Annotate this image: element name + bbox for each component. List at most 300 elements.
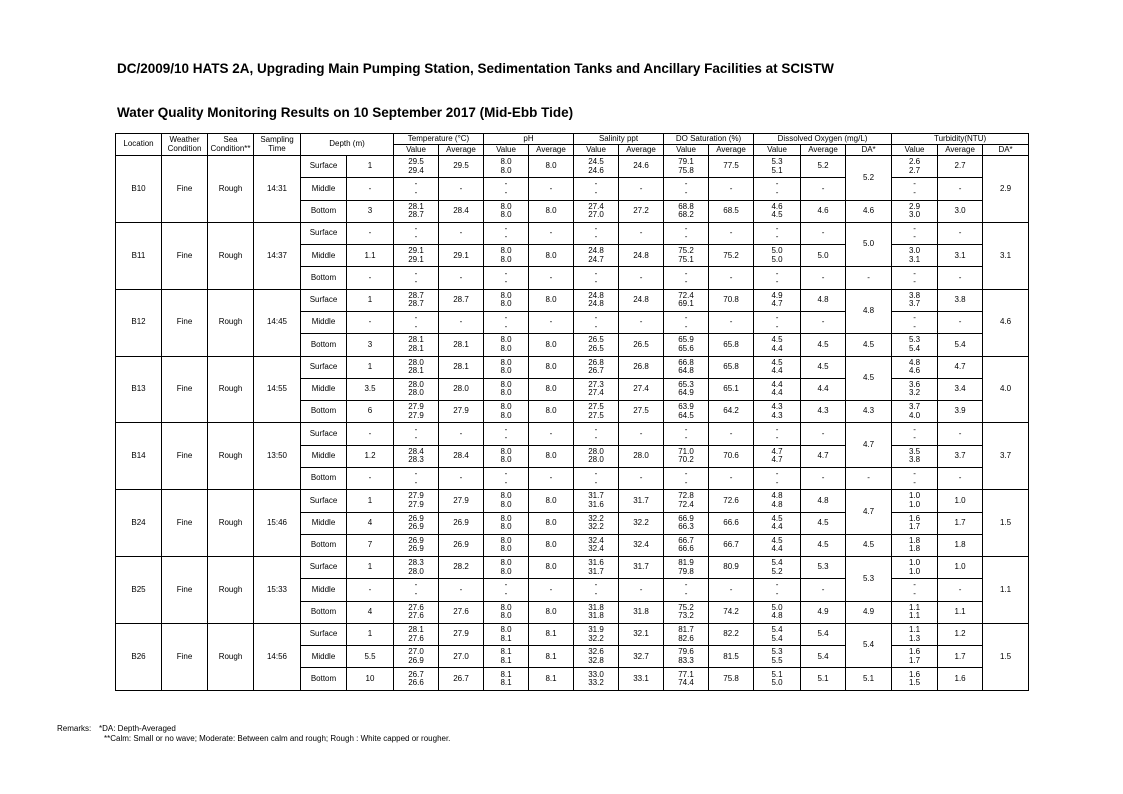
ph-value-cell <box>484 334 529 356</box>
turbidity-value-cell-reading-1: 5.3 <box>909 335 921 345</box>
depth-level-cell: Middle <box>301 178 347 200</box>
do-depth-averaged-bottom-cell: 5.1 <box>846 668 892 691</box>
do-value-cell-reading-2: 4.8 <box>771 611 783 621</box>
do-depth-averaged-bottom-cell: - <box>846 267 892 289</box>
do-value-cell-reading-1: 5.4 <box>771 625 783 635</box>
do-saturation-value-cell <box>664 467 709 489</box>
do-saturation-value-cell <box>664 534 709 556</box>
do-saturation-average-cell: 77.5 <box>709 156 754 178</box>
salinity-value-cell-reading-1: - <box>594 580 598 590</box>
depth-value-cell: 3 <box>347 334 394 356</box>
salinity-average-cell: 33.1 <box>619 668 664 691</box>
temperature-value-cell-reading-2: 28.1 <box>408 366 424 376</box>
ph-value-cell-reading-1: 8.1 <box>500 669 512 679</box>
ph-average-cell: 8.0 <box>529 534 574 556</box>
do-saturation-value-cell <box>664 579 709 601</box>
temperature-value-cell-reading-2: - <box>414 232 418 242</box>
temperature-value-cell <box>394 445 439 467</box>
temperature-value-cell-reading-2: 29.4 <box>408 165 424 175</box>
do-value-cell-reading-1: - <box>775 580 779 590</box>
depth-level-cell: Middle <box>301 445 347 467</box>
turbidity-value-cell-reading-2: 1.3 <box>909 633 921 643</box>
ph-value-cell-reading-1: 8.0 <box>500 201 512 211</box>
salinity-value-cell-reading-1: 32.4 <box>588 535 604 545</box>
do-saturation-average-cell: 81.5 <box>709 646 754 668</box>
do-value-cell-reading-2: - <box>775 477 779 487</box>
do-saturation-value-cell-reading-2: 65.6 <box>678 343 694 353</box>
do-saturation-average-cell: 74.2 <box>709 601 754 623</box>
turbidity-depth-averaged-cell: 1.5 <box>983 490 1029 557</box>
turbidity-average-cell: 3.1 <box>938 245 983 267</box>
salinity-value-cell-reading-1: 27.4 <box>588 201 604 211</box>
subheader-value: Value <box>754 145 801 156</box>
document-title: DC/2009/10 HATS 2A, Upgrading Main Pumping Station, Sedimentation Tanks and Ancillary Facilities at SCISTW <box>117 61 834 76</box>
do-value-cell-reading-1: - <box>775 313 779 323</box>
salinity-value-cell <box>574 623 619 645</box>
do-saturation-value-cell <box>664 423 709 445</box>
turbidity-value-cell-reading-1: 1.0 <box>909 558 921 568</box>
do-value-cell <box>754 623 801 645</box>
do-average-cell: - <box>801 311 846 333</box>
temperature-value-cell <box>394 289 439 311</box>
turbidity-depth-averaged-cell: 3.1 <box>983 222 1029 289</box>
water-quality-table <box>115 133 1074 691</box>
temperature-value-cell <box>394 579 439 601</box>
do-average-cell: 5.3 <box>801 557 846 579</box>
turbidity-average-cell: 1.0 <box>938 490 983 512</box>
do-saturation-value-cell-reading-1: 81.7 <box>678 625 694 635</box>
do-depth-averaged-bottom-cell: 4.5 <box>846 334 892 356</box>
turbidity-depth-averaged-cell: 1.1 <box>983 557 1029 624</box>
weather-cell: Fine <box>162 423 208 490</box>
turbidity-value-cell-reading-2: 1.7 <box>909 655 921 665</box>
salinity-value-cell <box>574 222 619 244</box>
do-saturation-value-cell-reading-1: - <box>684 424 688 434</box>
table-row <box>116 490 1074 512</box>
temperature-value-cell-reading-1: 28.0 <box>408 357 424 367</box>
ph-value-cell <box>484 646 529 668</box>
turbidity-value-cell <box>892 623 938 645</box>
do-saturation-value-cell <box>664 445 709 467</box>
do-value-cell-reading-1: 4.4 <box>771 379 783 389</box>
depth-level-cell: Surface <box>301 356 347 378</box>
do-saturation-average-cell: 70.8 <box>709 289 754 311</box>
ph-value-cell-reading-1: 8.0 <box>500 379 512 389</box>
ph-average-cell: 8.0 <box>529 401 574 423</box>
temperature-value-cell-reading-1: 28.1 <box>408 335 424 345</box>
sampling-time-cell: 14:37 <box>254 222 301 289</box>
temperature-value-cell-reading-2: 26.9 <box>408 655 424 665</box>
do-value-cell-reading-2: 4.4 <box>771 544 783 554</box>
ph-value-cell <box>484 378 529 400</box>
header-do-saturation: DO Saturation (%) <box>664 134 754 145</box>
do-saturation-value-cell-reading-2: 72.4 <box>678 499 694 509</box>
temperature-average-cell: 28.2 <box>439 557 484 579</box>
do-value-cell-reading-1: 4.3 <box>771 402 783 412</box>
turbidity-value-cell-reading-1: 1.6 <box>909 669 921 679</box>
temperature-average-cell: 27.6 <box>439 601 484 623</box>
ph-value-cell <box>484 557 529 579</box>
salinity-value-cell-reading-2: - <box>594 187 598 197</box>
ph-value-cell-reading-1: 8.0 <box>500 513 512 523</box>
do-saturation-average-cell: 65.8 <box>709 356 754 378</box>
subheader-da: DA* <box>983 145 1029 156</box>
salinity-value-cell <box>574 579 619 601</box>
turbidity-depth-averaged-cell: 4.0 <box>983 356 1029 423</box>
turbidity-value-cell-reading-1: 3.5 <box>909 446 921 456</box>
ph-value-cell-reading-1: - <box>504 580 508 590</box>
turbidity-value-cell <box>892 334 938 356</box>
sea-condition-cell: Rough <box>208 289 254 356</box>
depth-level-cell: Bottom <box>301 200 347 222</box>
salinity-value-cell <box>574 512 619 534</box>
ph-average-cell: - <box>529 222 574 244</box>
do-saturation-value-cell <box>664 668 709 691</box>
depth-level-cell: Middle <box>301 378 347 400</box>
turbidity-value-cell <box>892 178 938 200</box>
salinity-value-cell <box>574 557 619 579</box>
ph-value-cell-reading-2: 8.0 <box>500 410 512 420</box>
do-saturation-value-cell-reading-2: 64.9 <box>678 388 694 398</box>
ph-average-cell: 8.0 <box>529 356 574 378</box>
depth-level-cell: Surface <box>301 623 347 645</box>
do-depth-averaged-cell: 4.8 <box>846 289 892 334</box>
turbidity-value-cell-reading-2: 3.2 <box>909 388 921 398</box>
ph-value-cell-reading-2: 8.0 <box>500 254 512 264</box>
do-value-cell-reading-2: 4.7 <box>771 299 783 309</box>
ph-value-cell-reading-1: - <box>504 223 508 233</box>
temperature-value-cell <box>394 646 439 668</box>
do-saturation-value-cell <box>664 557 709 579</box>
do-average-cell: 4.5 <box>801 334 846 356</box>
turbidity-value-cell-reading-2: - <box>913 187 916 197</box>
sampling-time-cell: 14:55 <box>254 356 301 423</box>
turbidity-average-cell: 3.8 <box>938 289 983 311</box>
ph-value-cell <box>484 267 529 289</box>
depth-level-cell: Surface <box>301 423 347 445</box>
do-saturation-value-cell-reading-1: 81.9 <box>678 558 694 568</box>
turbidity-average-cell: - <box>938 423 983 445</box>
temperature-value-cell-reading-1: 29.1 <box>408 246 424 256</box>
do-depth-averaged-bottom-cell: 4.3 <box>846 401 892 423</box>
depth-value-cell: 4 <box>347 512 394 534</box>
salinity-average-cell: - <box>619 467 664 489</box>
turbidity-value-cell-reading-2: 1.0 <box>909 499 921 509</box>
depth-value-cell: 1 <box>347 289 394 311</box>
ph-value-cell-reading-2: - <box>504 187 508 197</box>
do-saturation-value-cell <box>664 334 709 356</box>
temperature-value-cell-reading-1: 27.6 <box>408 602 424 612</box>
depth-value-cell: 1 <box>347 557 394 579</box>
temperature-average-cell: 27.9 <box>439 401 484 423</box>
salinity-value-cell-reading-2: 26.5 <box>588 343 604 353</box>
do-value-cell <box>754 557 801 579</box>
ph-value-cell <box>484 579 529 601</box>
salinity-average-cell: - <box>619 311 664 333</box>
depth-level-cell: Surface <box>301 557 347 579</box>
do-saturation-value-cell-reading-1: - <box>684 179 688 189</box>
do-saturation-value-cell-reading-2: 83.3 <box>678 655 694 665</box>
temperature-average-cell: 27.9 <box>439 490 484 512</box>
salinity-value-cell-reading-1: 24.8 <box>588 290 604 300</box>
temperature-value-cell-reading-2: 26.6 <box>408 678 424 688</box>
ph-average-cell: 8.1 <box>529 623 574 645</box>
ph-value-cell-reading-1: 8.0 <box>500 602 512 612</box>
temperature-value-cell-reading-2: - <box>414 588 418 598</box>
depth-value-cell: 1.2 <box>347 445 394 467</box>
turbidity-average-cell: 1.2 <box>938 623 983 645</box>
temperature-average-cell: 27.0 <box>439 646 484 668</box>
turbidity-value-cell-reading-1: 1.6 <box>909 513 921 523</box>
turbidity-value-cell <box>892 467 938 489</box>
ph-value-cell <box>484 289 529 311</box>
sea-condition-cell: Rough <box>208 490 254 557</box>
turbidity-average-cell: 3.9 <box>938 401 983 423</box>
temperature-average-cell: - <box>439 311 484 333</box>
do-value-cell-reading-2: 5.5 <box>771 655 783 665</box>
salinity-value-cell-reading-2: 24.8 <box>588 299 604 309</box>
salinity-average-cell: 24.6 <box>619 156 664 178</box>
temperature-value-cell-reading-2: 26.9 <box>408 544 424 554</box>
ph-value-cell-reading-2: 8.0 <box>500 366 512 376</box>
temperature-value-cell <box>394 467 439 489</box>
do-saturation-average-cell: 66.6 <box>709 512 754 534</box>
do-saturation-average-cell: - <box>709 178 754 200</box>
do-value-cell-reading-2: 4.4 <box>771 388 783 398</box>
sea-condition-cell: Rough <box>208 222 254 289</box>
turbidity-value-cell <box>892 579 938 601</box>
do-saturation-value-cell <box>664 378 709 400</box>
turbidity-value-cell-reading-1: 3.6 <box>909 379 921 389</box>
do-saturation-value-cell-reading-2: - <box>684 588 688 598</box>
turbidity-value-cell-reading-1: - <box>913 313 916 323</box>
do-value-cell-reading-2: 4.4 <box>771 343 783 353</box>
ph-value-cell-reading-1: 8.0 <box>500 558 512 568</box>
temperature-average-cell: 28.1 <box>439 356 484 378</box>
temperature-average-cell: 26.9 <box>439 534 484 556</box>
do-saturation-value-cell-reading-1: - <box>684 580 688 590</box>
ph-average-cell: 8.1 <box>529 668 574 691</box>
do-saturation-value-cell-reading-1: - <box>684 268 688 278</box>
salinity-average-cell: 27.2 <box>619 200 664 222</box>
salinity-average-cell: 24.8 <box>619 289 664 311</box>
header-dissolved-oxygen: Dissolved Oxygen (mg/L) <box>754 134 892 145</box>
do-average-cell: 4.6 <box>801 200 846 222</box>
temperature-average-cell: 28.0 <box>439 378 484 400</box>
remarks <box>57 724 450 744</box>
salinity-value-cell-reading-2: - <box>594 433 598 443</box>
turbidity-value-cell <box>892 311 938 333</box>
salinity-value-cell-reading-1: 27.5 <box>588 402 604 412</box>
header-depth: Depth (m) <box>301 134 394 156</box>
temperature-value-cell <box>394 534 439 556</box>
do-depth-averaged-cell: 5.0 <box>846 222 892 267</box>
do-saturation-value-cell-reading-2: - <box>684 477 688 487</box>
do-value-cell <box>754 178 801 200</box>
do-saturation-average-cell: 70.6 <box>709 445 754 467</box>
turbidity-average-cell: 1.6 <box>938 668 983 691</box>
do-value-cell <box>754 601 801 623</box>
turbidity-value-cell-reading-1: 1.0 <box>909 491 921 501</box>
turbidity-value-cell-reading-1: - <box>913 469 916 479</box>
document-subtitle: Water Quality Monitoring Results on 10 September 2017 (Mid-Ebb Tide) <box>117 105 574 120</box>
subheader-value: Value <box>394 145 439 156</box>
turbidity-average-cell: - <box>938 579 983 601</box>
temperature-value-cell-reading-2: 27.9 <box>408 410 424 420</box>
do-value-cell-reading-2: 5.1 <box>771 165 783 175</box>
temperature-value-cell-reading-1: - <box>414 580 418 590</box>
turbidity-value-cell-reading-1: 1.6 <box>909 647 921 657</box>
turbidity-value-cell-reading-1: 1.1 <box>909 625 921 635</box>
ph-value-cell-reading-1: 8.0 <box>500 246 512 256</box>
header-weather: Weather Condition <box>162 134 208 156</box>
do-value-cell-reading-1: - <box>775 469 779 479</box>
temperature-value-cell-reading-2: 29.1 <box>408 254 424 264</box>
turbidity-average-cell: 4.7 <box>938 356 983 378</box>
ph-average-cell: 8.0 <box>529 445 574 467</box>
location-cell: B25 <box>116 557 162 624</box>
salinity-value-cell-reading-1: - <box>594 424 598 434</box>
salinity-value-cell <box>574 334 619 356</box>
do-saturation-value-cell-reading-1: 65.3 <box>678 379 694 389</box>
do-value-cell <box>754 200 801 222</box>
sea-condition-cell: Rough <box>208 423 254 490</box>
turbidity-average-cell: 1.8 <box>938 534 983 556</box>
do-value-cell <box>754 311 801 333</box>
temperature-value-cell <box>394 156 439 178</box>
salinity-value-cell-reading-1: 31.9 <box>588 625 604 635</box>
do-saturation-value-cell-reading-1: - <box>684 313 688 323</box>
salinity-value-cell-reading-1: 26.8 <box>588 357 604 367</box>
ph-value-cell-reading-2: - <box>504 477 508 487</box>
temperature-value-cell-reading-1: 26.9 <box>408 513 424 523</box>
salinity-value-cell-reading-1: 33.0 <box>588 669 604 679</box>
location-cell: B12 <box>116 289 162 356</box>
turbidity-average-cell: 2.7 <box>938 156 983 178</box>
ph-value-cell <box>484 445 529 467</box>
do-value-cell-reading-1: 4.7 <box>771 446 783 456</box>
header-sea-condition: Sea Condition** <box>208 134 254 156</box>
do-value-cell-reading-2: - <box>775 277 779 287</box>
sampling-time-cell: 14:56 <box>254 623 301 690</box>
sea-condition-cell: Rough <box>208 356 254 423</box>
turbidity-value-cell <box>892 267 938 289</box>
temperature-value-cell <box>394 311 439 333</box>
do-saturation-average-cell: 65.1 <box>709 378 754 400</box>
depth-level-cell: Surface <box>301 289 347 311</box>
salinity-average-cell: 31.8 <box>619 601 664 623</box>
do-average-cell: 4.3 <box>801 401 846 423</box>
do-value-cell-reading-2: 5.2 <box>771 566 783 576</box>
do-saturation-value-cell <box>664 178 709 200</box>
do-saturation-value-cell <box>664 490 709 512</box>
do-saturation-value-cell-reading-1: 66.9 <box>678 513 694 523</box>
temperature-value-cell-reading-2: 28.3 <box>408 455 424 465</box>
temperature-average-cell: 28.7 <box>439 289 484 311</box>
depth-level-cell: Bottom <box>301 668 347 691</box>
do-saturation-value-cell-reading-1: 65.9 <box>678 335 694 345</box>
turbidity-average-cell: 3.7 <box>938 445 983 467</box>
depth-value-cell: 6 <box>347 401 394 423</box>
subheader-average: Average <box>938 145 983 156</box>
subheader-value: Value <box>484 145 529 156</box>
weather-cell: Fine <box>162 623 208 690</box>
turbidity-value-cell-reading-1: 3.8 <box>909 290 921 300</box>
salinity-value-cell <box>574 289 619 311</box>
weather-cell: Fine <box>162 356 208 423</box>
do-value-cell <box>754 378 801 400</box>
salinity-value-cell <box>574 423 619 445</box>
sampling-time-cell: 14:45 <box>254 289 301 356</box>
temperature-average-cell: - <box>439 423 484 445</box>
do-saturation-value-cell-reading-2: 69.1 <box>678 299 694 309</box>
turbidity-value-cell-reading-1: - <box>913 424 916 434</box>
table-row <box>116 156 1074 178</box>
salinity-value-cell-reading-2: 28.0 <box>588 455 604 465</box>
do-value-cell-reading-1: 4.5 <box>771 357 783 367</box>
turbidity-value-cell <box>892 222 938 244</box>
do-saturation-value-cell <box>664 311 709 333</box>
do-value-cell-reading-2: 4.8 <box>771 499 783 509</box>
do-value-cell <box>754 646 801 668</box>
ph-value-cell-reading-1: - <box>504 268 508 278</box>
do-saturation-value-cell-reading-2: 82.6 <box>678 633 694 643</box>
do-average-cell: 4.9 <box>801 601 846 623</box>
turbidity-average-cell: 5.4 <box>938 334 983 356</box>
temperature-average-cell: - <box>439 267 484 289</box>
salinity-value-cell-reading-1: 24.8 <box>588 246 604 256</box>
temperature-value-cell-reading-1: 26.9 <box>408 535 424 545</box>
salinity-value-cell-reading-2: - <box>594 321 598 331</box>
do-value-cell-reading-1: - <box>775 223 779 233</box>
depth-value-cell: 3 <box>347 200 394 222</box>
salinity-average-cell: 26.5 <box>619 334 664 356</box>
sea-condition-cell: Rough <box>208 156 254 223</box>
do-average-cell: - <box>801 467 846 489</box>
do-depth-averaged-bottom-cell: - <box>846 467 892 489</box>
temperature-value-cell <box>394 601 439 623</box>
ph-value-cell-reading-2: 8.0 <box>500 388 512 398</box>
location-cell: B24 <box>116 490 162 557</box>
do-average-cell: 5.4 <box>801 646 846 668</box>
turbidity-value-cell-reading-1: 2.6 <box>909 157 921 167</box>
turbidity-value-cell <box>892 156 938 178</box>
turbidity-value-cell <box>892 401 938 423</box>
do-value-cell <box>754 445 801 467</box>
turbidity-value-cell <box>892 490 938 512</box>
remarks-line-1: *DA: Depth-Averaged <box>99 724 176 733</box>
temperature-average-cell: 28.4 <box>439 445 484 467</box>
do-saturation-average-cell: 72.6 <box>709 490 754 512</box>
ph-average-cell: - <box>529 267 574 289</box>
do-value-cell <box>754 423 801 445</box>
turbidity-value-cell-reading-1: - <box>913 268 916 278</box>
do-saturation-average-cell: - <box>709 579 754 601</box>
do-depth-averaged-bottom-cell: 4.6 <box>846 200 892 222</box>
turbidity-value-cell-reading-2: 1.5 <box>909 678 921 688</box>
depth-level-cell: Middle <box>301 646 347 668</box>
do-value-cell-reading-1: 5.0 <box>771 246 783 256</box>
do-saturation-value-cell-reading-2: 75.8 <box>678 165 694 175</box>
turbidity-value-cell-reading-2: 1.0 <box>909 566 921 576</box>
temperature-average-cell: 27.9 <box>439 623 484 645</box>
temperature-value-cell <box>394 623 439 645</box>
ph-value-cell <box>484 200 529 222</box>
salinity-value-cell-reading-1: 32.2 <box>588 513 604 523</box>
do-saturation-value-cell-reading-2: 66.6 <box>678 544 694 554</box>
ph-value-cell-reading-1: 8.0 <box>500 535 512 545</box>
depth-value-cell: - <box>347 467 394 489</box>
